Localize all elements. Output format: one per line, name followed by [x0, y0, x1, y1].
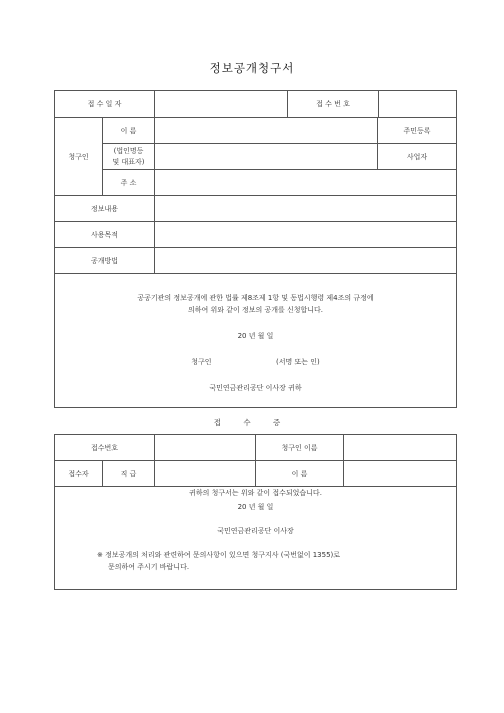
- receiver-name-label: 이 름: [256, 461, 344, 487]
- name-sub-label: (법인명등: [113, 146, 144, 155]
- sign-note: (서명 또는 인): [276, 357, 320, 366]
- request-statement: [55, 274, 457, 408]
- addressee: 국민연금관리공단 이사장 귀하: [209, 383, 302, 392]
- name-sub-label-2: 및 대표자): [112, 157, 145, 166]
- receipt-statement: [55, 487, 457, 590]
- receipt-note-2: 문의하여 주시기 바랍니다.: [108, 563, 190, 571]
- requester-label: 청구인: [55, 118, 103, 196]
- receipt-title: 접 수 증: [213, 418, 291, 427]
- receipt-no-label-2: 접수번호: [55, 435, 155, 461]
- receipt-issuer: 국민연금관리공단 이사장: [217, 527, 294, 535]
- receipt-msg: 귀하의 청구서는 위와 같이 접수되었습니다.: [189, 489, 322, 497]
- position-label: 직 급: [103, 461, 155, 487]
- request-form-table: [54, 90, 457, 408]
- document-title: 정보공개청구서: [209, 61, 295, 75]
- method-field[interactable]: [155, 248, 457, 274]
- address-label: 주 소: [103, 170, 155, 196]
- receiver-name-field[interactable]: [344, 461, 457, 487]
- receipt-table: [54, 434, 457, 590]
- statement-line-1: 공공기관의 정보공개에 관한 법률 제8조제 1항 및 동법시행령 제4조의 규정에: [137, 293, 374, 302]
- purpose-field[interactable]: [155, 222, 457, 248]
- receiver-label: 접수자: [55, 461, 103, 487]
- receipt-date-field[interactable]: [155, 91, 288, 118]
- receipt-no-label: 접 수 번 호: [288, 91, 379, 117]
- position-field[interactable]: [155, 461, 256, 487]
- statement-line-2: 의하여 위와 같이 정보의 공개를 신청합니다.: [187, 305, 324, 314]
- biz-no-label: 사업자: [378, 144, 457, 170]
- reg-no-label: 주민등록: [378, 118, 457, 144]
- name-field[interactable]: [155, 118, 378, 144]
- sign-label: 청구인: [191, 357, 212, 366]
- receipt-no-field[interactable]: [155, 435, 256, 461]
- receipt-date: 20 년 월 일: [237, 503, 274, 511]
- requester-name-field[interactable]: [344, 435, 457, 461]
- statement-date: 20 년 월 일: [237, 331, 274, 340]
- corp-name-field[interactable]: [155, 144, 378, 170]
- name-label: 이 름: [103, 118, 155, 144]
- receipt-note-1: ※ 정보공개의 처리와 관련하여 문의사항이 있으면 청구지사 (국번없이 1355)로: [97, 551, 341, 559]
- address-field[interactable]: [155, 170, 457, 196]
- purpose-label: 사용목적: [55, 222, 155, 248]
- method-label: 공개방법: [55, 248, 155, 274]
- requester-name-label: 청구인 이름: [256, 435, 344, 461]
- receipt-date-label: 접 수 일 자: [55, 91, 155, 118]
- info-content-label: 정보내용: [55, 196, 155, 222]
- info-content-field[interactable]: [155, 196, 457, 222]
